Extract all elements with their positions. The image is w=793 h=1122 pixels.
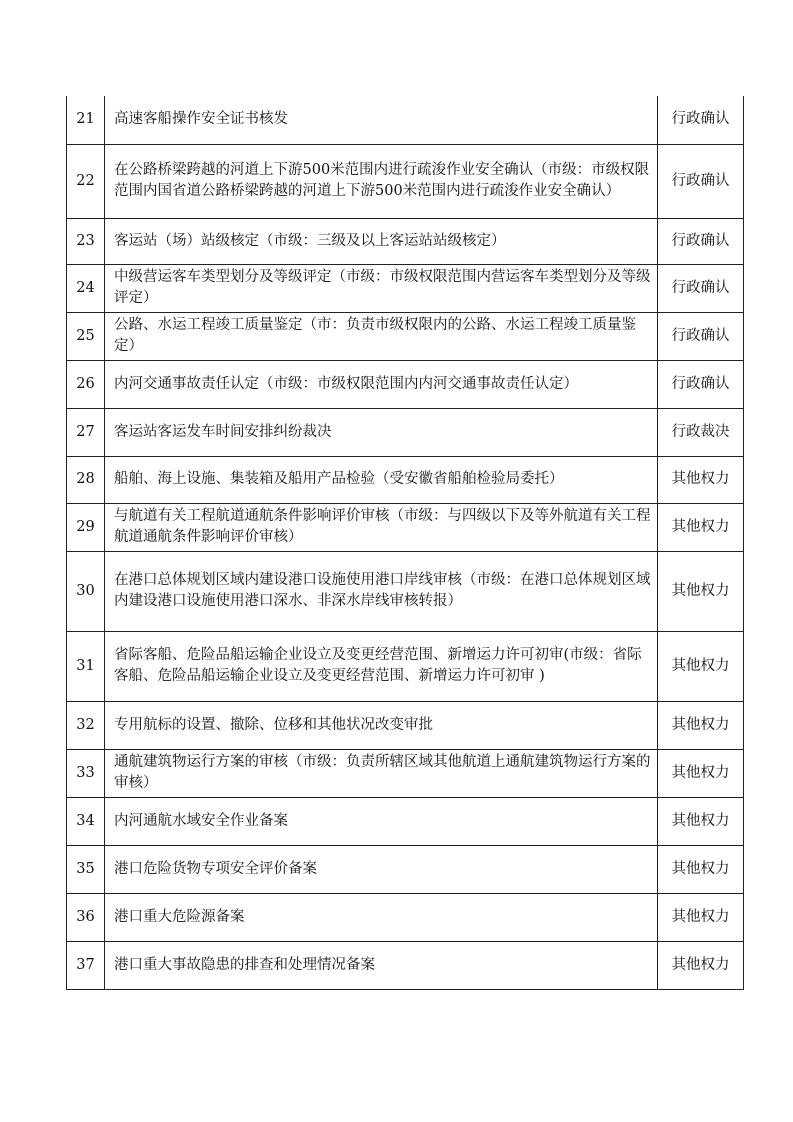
table-row xyxy=(67,360,744,408)
power-type: 其他权力 xyxy=(658,503,744,551)
table-row xyxy=(67,893,744,941)
table-row xyxy=(67,701,744,749)
power-list-table xyxy=(66,96,744,990)
item-name: 高速客船操作安全证书核发 xyxy=(105,96,658,144)
item-name: 与航道有关工程航道通航条件影响评价审核（市级：与四级以下及等外航道有关工程航道通航条件影响评价审核） xyxy=(105,503,658,551)
power-type: 行政确认 xyxy=(658,360,744,408)
item-name: 港口危险货物专项安全评价备案 xyxy=(105,845,658,893)
power-type: 其他权力 xyxy=(658,845,744,893)
power-type: 其他权力 xyxy=(658,701,744,749)
table-row xyxy=(67,408,744,456)
item-name: 客运站（场）站级核定（市级：三级及以上客运站站级核定） xyxy=(105,218,658,264)
table-row xyxy=(67,503,744,551)
table-row xyxy=(67,749,744,797)
table-row xyxy=(67,264,744,312)
item-name: 客运站客运发车时间安排纠纷裁决 xyxy=(105,408,658,456)
row-number: 32 xyxy=(67,701,105,749)
item-name: 内河交通事故责任认定（市级：市级权限范围内内河交通事故责任认定） xyxy=(105,360,658,408)
item-name: 港口重大危险源备案 xyxy=(105,893,658,941)
row-number: 27 xyxy=(67,408,105,456)
table-row xyxy=(67,218,744,264)
row-number: 23 xyxy=(67,218,105,264)
table-row xyxy=(67,144,744,218)
power-type: 其他权力 xyxy=(658,749,744,797)
item-name: 在港口总体规划区域内建设港口设施使用港口岸线审核（市级：在港口总体规划区域内建设港口设施使用港口深水、非深水岸线审核转报） xyxy=(105,551,658,631)
table-row xyxy=(67,551,744,631)
row-number: 35 xyxy=(67,845,105,893)
power-type: 行政确认 xyxy=(658,144,744,218)
item-name: 船舶、海上设施、集装箱及船用产品检验（受安徽省船舶检验局委托） xyxy=(105,456,658,503)
power-type: 其他权力 xyxy=(658,797,744,845)
row-number: 25 xyxy=(67,312,105,360)
table-row xyxy=(67,631,744,701)
power-type: 行政确认 xyxy=(658,312,744,360)
row-number: 36 xyxy=(67,893,105,941)
table-row xyxy=(67,797,744,845)
item-name: 公路、水运工程竣工质量鉴定（市：负责市级权限内的公路、水运工程竣工质量鉴定） xyxy=(105,312,658,360)
table-row xyxy=(67,941,744,989)
row-number: 37 xyxy=(67,941,105,989)
item-name: 内河通航水域安全作业备案 xyxy=(105,797,658,845)
table-row xyxy=(67,312,744,360)
power-type: 行政确认 xyxy=(658,264,744,312)
row-number: 33 xyxy=(67,749,105,797)
power-type: 其他权力 xyxy=(658,456,744,503)
item-name: 通航建筑物运行方案的审核（市级：负责所辖区域其他航道上通航建筑物运行方案的审核） xyxy=(105,749,658,797)
item-name: 省际客船、危险品船运输企业设立及变更经营范围、新增运力许可初审(市级：省际客船、危险品船运输企业设立及变更经营范围、新增运力许可初审 ) xyxy=(105,631,658,701)
power-type: 其他权力 xyxy=(658,893,744,941)
row-number: 29 xyxy=(67,503,105,551)
row-number: 31 xyxy=(67,631,105,701)
row-number: 22 xyxy=(67,144,105,218)
item-name: 中级营运客车类型划分及等级评定（市级：市级权限范围内营运客车类型划分及等级评定） xyxy=(105,264,658,312)
power-type: 其他权力 xyxy=(658,551,744,631)
item-name: 港口重大事故隐患的排查和处理情况备案 xyxy=(105,941,658,989)
power-type: 行政裁决 xyxy=(658,408,744,456)
power-type: 行政确认 xyxy=(658,218,744,264)
power-type: 其他权力 xyxy=(658,941,744,989)
row-number: 24 xyxy=(67,264,105,312)
power-type: 其他权力 xyxy=(658,631,744,701)
row-number: 28 xyxy=(67,456,105,503)
table-row xyxy=(67,845,744,893)
item-name: 在公路桥梁跨越的河道上下游500米范围内进行疏浚作业安全确认（市级：市级权限范围内国省道公路桥梁跨越的河道上下游500米范围内进行疏浚作业安全确认） xyxy=(105,144,658,218)
row-number: 30 xyxy=(67,551,105,631)
table-row xyxy=(67,96,744,144)
row-number: 21 xyxy=(67,96,105,144)
row-number: 34 xyxy=(67,797,105,845)
row-number: 26 xyxy=(67,360,105,408)
table-row xyxy=(67,456,744,503)
item-name: 专用航标的设置、撤除、位移和其他状况改变审批 xyxy=(105,701,658,749)
power-type: 行政确认 xyxy=(658,96,744,144)
